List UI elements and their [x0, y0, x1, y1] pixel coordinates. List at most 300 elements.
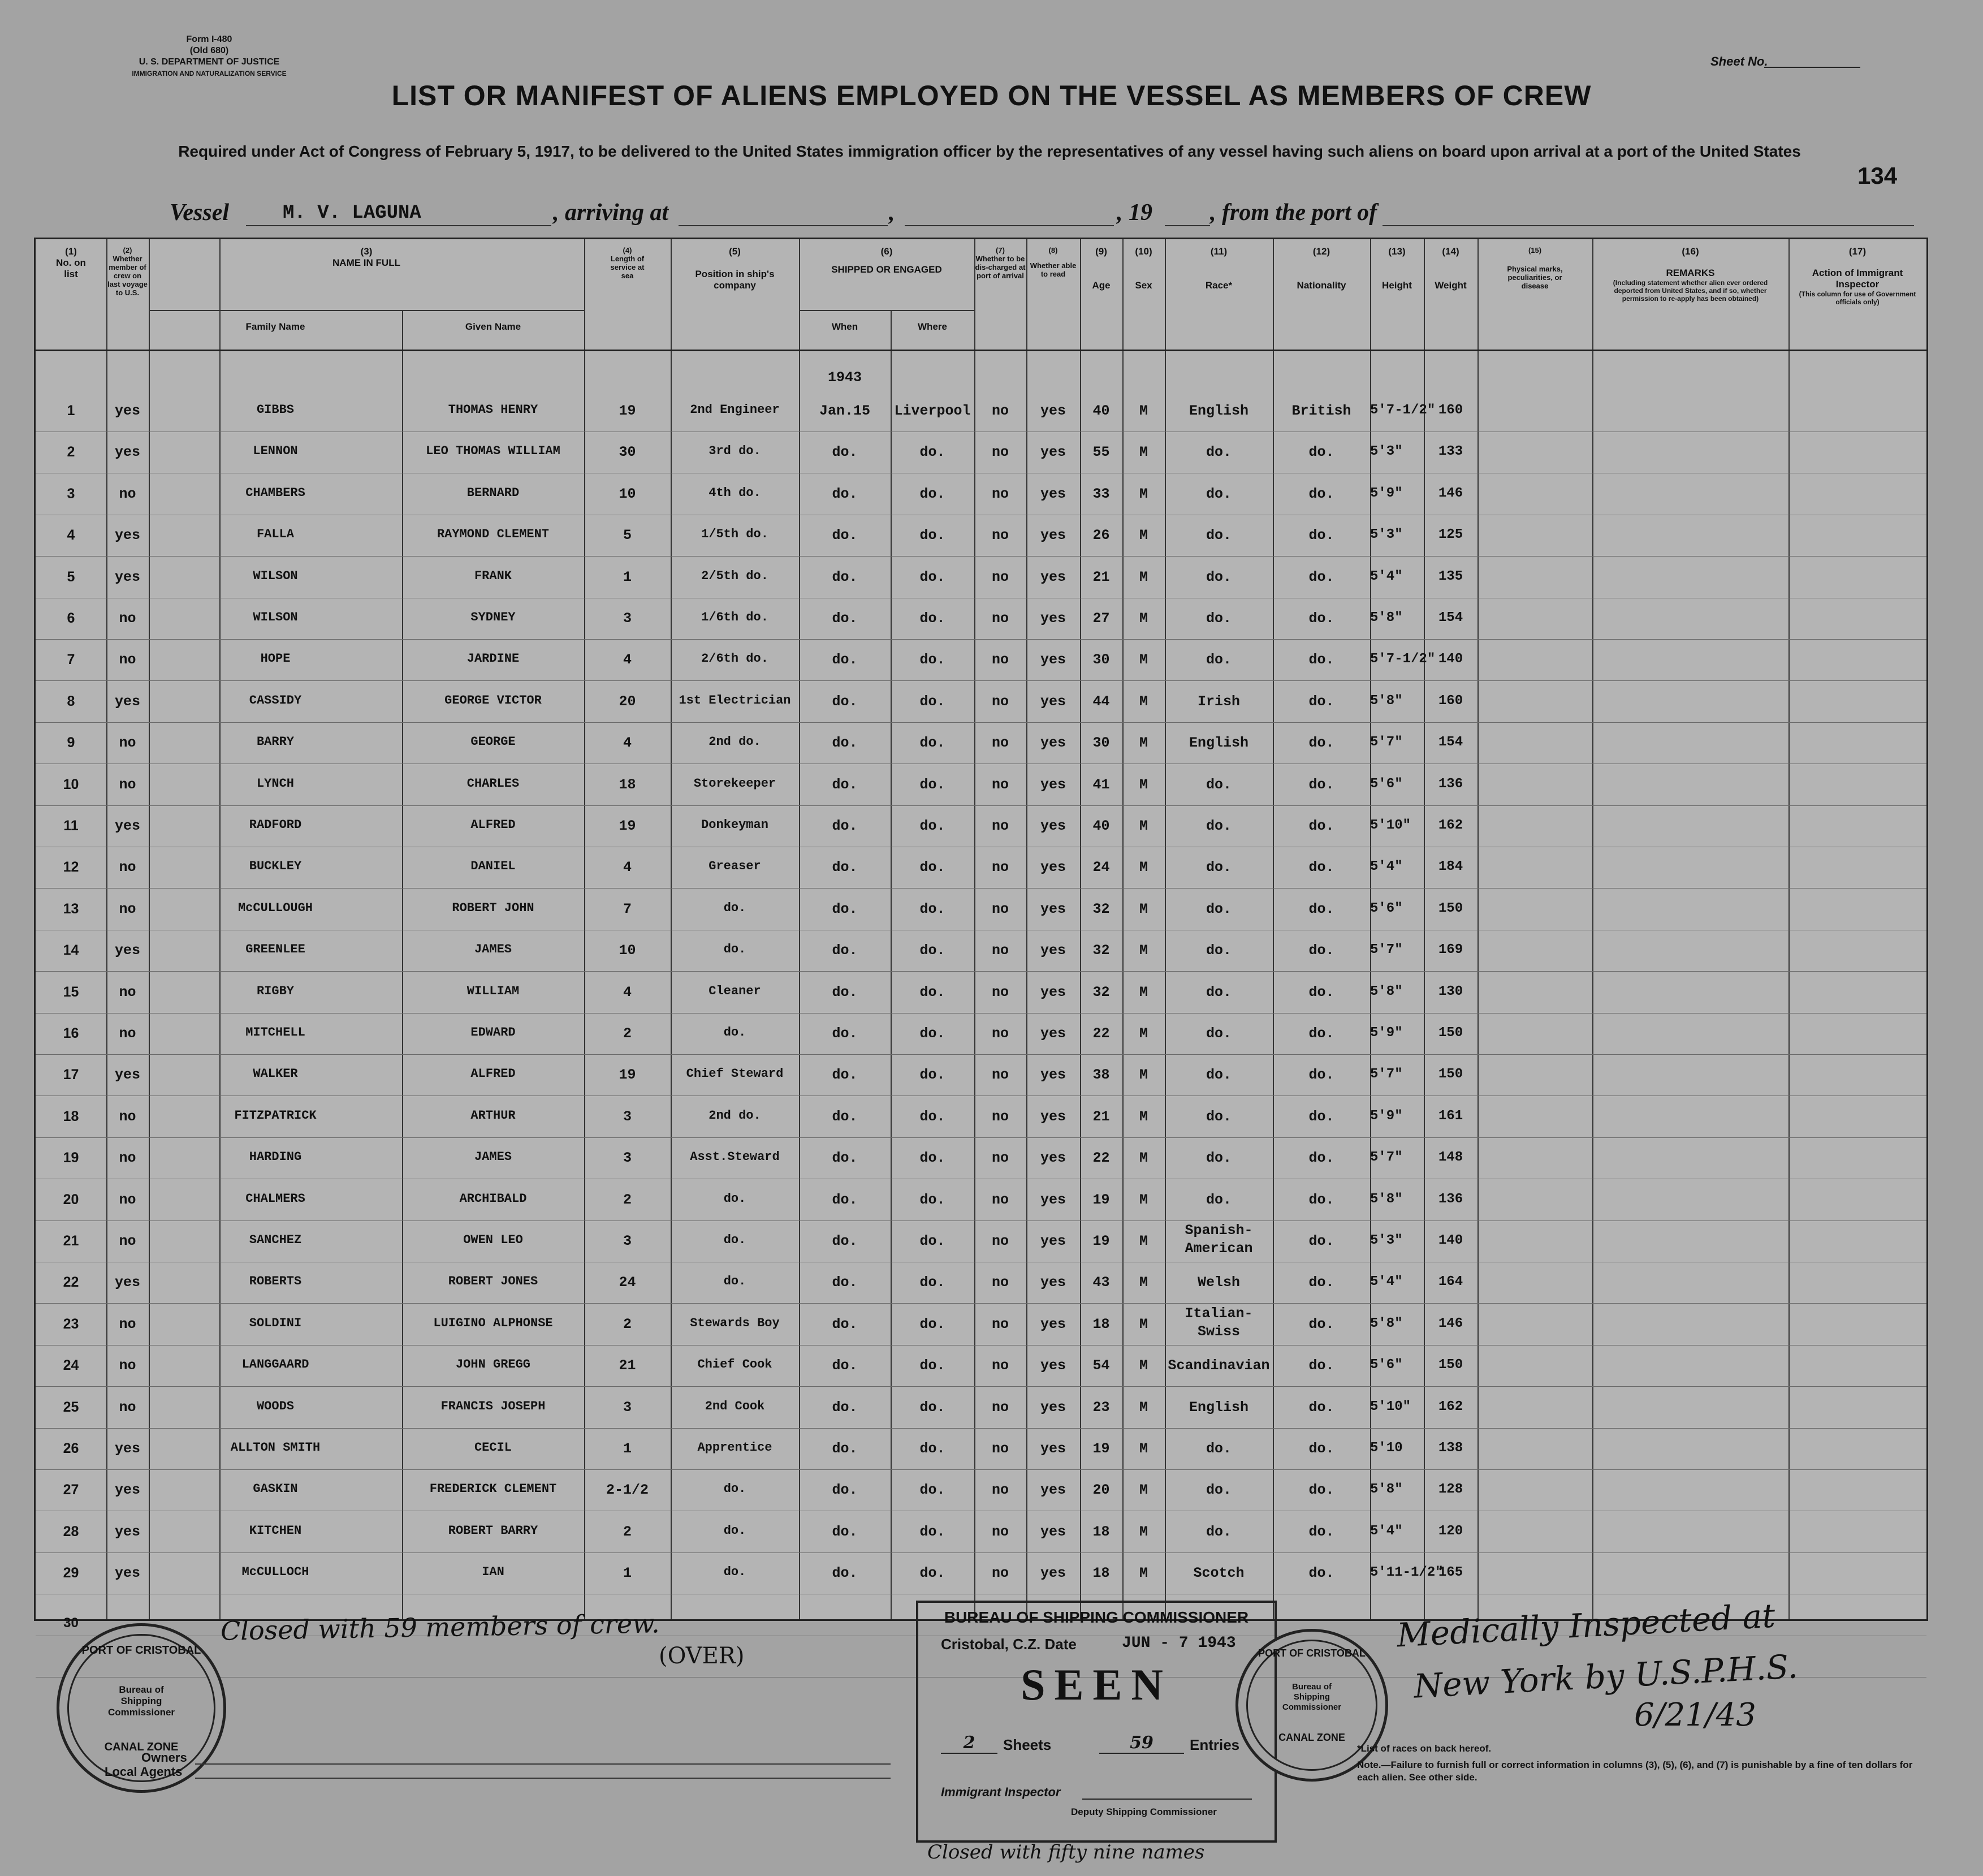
cell-nationality: do. — [1308, 652, 1334, 669]
cell-discharged: no — [991, 818, 1009, 834]
cell-position: Chief Steward — [686, 1067, 784, 1081]
cell-discharged: no — [991, 1399, 1009, 1416]
cell-position: Donkeyman — [701, 818, 768, 832]
cell-given: OWEN LEO — [463, 1233, 523, 1247]
cell-last: yes — [114, 1274, 140, 1291]
cell-given: WILLIAM — [466, 984, 520, 998]
cell-service: 7 — [623, 900, 632, 917]
cell-family: WOODS — [256, 1399, 294, 1413]
cell-read: yes — [1040, 527, 1066, 544]
cell-sex: M — [1139, 652, 1148, 669]
cell-where: do. — [919, 1150, 945, 1167]
cell-position: do. — [723, 1025, 746, 1040]
cell-weight: 120 — [1438, 1523, 1463, 1539]
header-col-14: (14) Weight — [1435, 246, 1467, 291]
cell-sex: M — [1139, 776, 1148, 793]
cell-last: no — [119, 610, 136, 627]
cell-where: do. — [919, 984, 945, 1000]
cell-when: Jan.15 — [819, 403, 870, 419]
cell-sex: M — [1139, 568, 1148, 585]
cell-height: 5'8" — [1370, 1191, 1403, 1207]
cell-weight: 162 — [1438, 818, 1463, 833]
cell-no: 20 — [63, 1191, 79, 1207]
cell-sex: M — [1139, 818, 1148, 834]
department-name: U. S. DEPARTMENT OF JUSTICE — [139, 57, 280, 67]
cell-sex: M — [1139, 1191, 1148, 1208]
cell-read: yes — [1040, 1150, 1066, 1167]
cell-discharged: no — [991, 776, 1009, 793]
cell-service: 3 — [623, 1108, 632, 1125]
cell-position: 1/5th do. — [701, 527, 768, 542]
cell-race: do. — [1206, 1482, 1232, 1499]
cell-height: 5'7" — [1370, 1150, 1403, 1166]
cell-weight: 150 — [1438, 1357, 1463, 1373]
cell-family: GASKIN — [253, 1482, 298, 1497]
cell-given: GEORGE VICTOR — [444, 693, 542, 708]
cell-read: yes — [1040, 568, 1066, 585]
cell-family: RADFORD — [249, 818, 302, 832]
from-port-field — [1383, 225, 1914, 226]
cell-height: 5'9" — [1370, 485, 1403, 501]
cell-service: 3 — [623, 610, 632, 627]
cell-discharged: no — [991, 1441, 1009, 1457]
cell-where: do. — [919, 1067, 945, 1084]
cell-read: yes — [1040, 1025, 1066, 1042]
cell-family: GIBBS — [256, 403, 294, 417]
cell-weight: 165 — [1438, 1565, 1463, 1581]
cell-family: LANGGAARD — [241, 1357, 309, 1372]
cell-no: 27 — [63, 1482, 79, 1498]
cell-given: RAYMOND CLEMENT — [437, 527, 550, 542]
cell-given: JARDINE — [466, 652, 520, 666]
header-col-17: (17) Action of Immigrant Inspector (This column for use of Government officials only) — [1799, 246, 1916, 306]
cell-when: do. — [832, 1108, 858, 1125]
cell-nationality: do. — [1308, 1150, 1334, 1167]
cell-no: 3 — [67, 485, 75, 502]
cell-weight: 138 — [1438, 1441, 1463, 1456]
cell-read: yes — [1040, 900, 1066, 917]
cell-race: do. — [1206, 485, 1232, 502]
cell-height: 5'10" — [1370, 818, 1411, 833]
cell-race: Scotch — [1193, 1565, 1245, 1582]
ruled-line — [36, 1552, 1926, 1553]
handwritten-medical-line-2: New York by U.S.P.H.S. — [1412, 1647, 1799, 1706]
cell-height: 5'8" — [1370, 1482, 1403, 1498]
cell-weight: 135 — [1438, 568, 1463, 584]
cell-family: CHALMERS — [245, 1191, 305, 1206]
cell-sex: M — [1139, 1441, 1148, 1457]
cell-nationality: do. — [1308, 1565, 1334, 1582]
cell-sex: M — [1139, 610, 1148, 627]
cell-position: do. — [723, 1233, 746, 1247]
cell-last: no — [119, 1316, 136, 1332]
cell-where: do. — [919, 652, 945, 669]
cell-where: do. — [919, 610, 945, 627]
cell-when: do. — [832, 1399, 858, 1416]
cell-when: do. — [832, 485, 858, 502]
col-divider — [891, 310, 892, 1619]
cell-given: SYDNEY — [470, 610, 516, 624]
cell-last: yes — [114, 1523, 140, 1540]
cell-read: yes — [1040, 1067, 1066, 1084]
cell-family: GREENLEE — [245, 942, 305, 957]
cell-where: do. — [919, 527, 945, 544]
agents-field — [195, 1778, 891, 1779]
cell-height: 5'4" — [1370, 1523, 1403, 1539]
cell-no: 24 — [63, 1357, 79, 1374]
cell-race: do. — [1206, 652, 1232, 669]
cell-given: ALFRED — [470, 1067, 516, 1081]
cell-family: LYNCH — [256, 776, 294, 791]
cell-read: yes — [1040, 444, 1066, 461]
cell-no: 25 — [63, 1399, 79, 1415]
header-col-1: (1) No. on list — [56, 246, 86, 279]
cell-family: ROBERTS — [249, 1274, 302, 1289]
cell-age: 41 — [1092, 776, 1110, 793]
cell-nationality: do. — [1308, 1274, 1334, 1291]
cell-last: yes — [114, 403, 140, 419]
cell-family: HARDING — [249, 1150, 302, 1165]
year-note: 1943 — [827, 369, 862, 386]
cell-discharged: no — [991, 1191, 1009, 1208]
cell-last: no — [119, 1025, 136, 1042]
cell-where: do. — [919, 1565, 945, 1582]
cell-when: do. — [832, 444, 858, 461]
cell-position: do. — [723, 1482, 746, 1497]
cell-no: 2 — [67, 444, 75, 460]
from-port-label: , from the port of — [1210, 200, 1377, 226]
cell-age: 38 — [1092, 1067, 1110, 1084]
cell-when: do. — [832, 610, 858, 627]
cell-height: 5'9" — [1370, 1108, 1403, 1124]
cell-read: yes — [1040, 610, 1066, 627]
cell-sex: M — [1139, 444, 1148, 461]
cell-when: do. — [832, 568, 858, 585]
shipping-commissioner-stamp: BUREAU OF SHIPPING COMMISSIONER Cristobal, C.Z. Date JUN - 7 1943 SEEN 2 Sheets 59 Entries Immigrant Inspector Deputy Shipping Commissioner — [916, 1601, 1277, 1843]
cell-nationality: do. — [1308, 1067, 1334, 1084]
cell-sex: M — [1139, 984, 1148, 1000]
cell-race: do. — [1206, 1523, 1232, 1540]
cell-age: 43 — [1092, 1274, 1110, 1291]
cell-when: do. — [832, 1150, 858, 1167]
cell-no: 13 — [63, 900, 79, 917]
header-given-name: Given Name — [465, 321, 521, 332]
cell-where: do. — [919, 1191, 945, 1208]
cell-height: 5'3" — [1370, 1233, 1403, 1248]
cell-no: 7 — [67, 652, 75, 668]
cell-when: do. — [832, 818, 858, 834]
cell-family: HOPE — [260, 652, 291, 666]
cell-nationality: do. — [1308, 1523, 1334, 1540]
header-col-3: (3) NAME IN FULL — [332, 246, 400, 268]
cell-height: 5'6" — [1370, 900, 1403, 916]
cell-service: 21 — [619, 1357, 636, 1374]
cell-where: do. — [919, 1025, 945, 1042]
cell-age: 19 — [1092, 1441, 1110, 1457]
arriving-date-field — [905, 225, 1114, 226]
cell-age: 44 — [1092, 693, 1110, 710]
cell-age: 24 — [1092, 859, 1110, 876]
cell-read: yes — [1040, 859, 1066, 876]
cell-no: 28 — [63, 1523, 79, 1539]
cell-last: yes — [114, 444, 140, 461]
cell-race: do. — [1206, 1441, 1232, 1457]
cell-when: do. — [832, 652, 858, 669]
cell-nationality: do. — [1308, 1357, 1334, 1374]
year-field — [1165, 225, 1210, 226]
cell-position: do. — [723, 942, 746, 957]
cell-nationality: do. — [1308, 859, 1334, 876]
header-col-15: (15) Physical marks, peculiarities, or disease — [1507, 246, 1563, 290]
cell-no: 19 — [63, 1150, 79, 1166]
cell-nationality: do. — [1308, 1108, 1334, 1125]
cell-discharged: no — [991, 942, 1009, 959]
cell-service: 4 — [623, 735, 632, 752]
cell-family: MITCHELL — [245, 1025, 305, 1040]
cell-last: no — [119, 776, 136, 793]
cell-discharged: no — [991, 1482, 1009, 1499]
cell-sex: M — [1139, 1482, 1148, 1499]
cell-given: BERNARD — [466, 485, 520, 500]
cell-height: 5'7-1/2" — [1370, 403, 1436, 418]
cell-read: yes — [1040, 776, 1066, 793]
cell-given: ROBERT JOHN — [452, 900, 534, 915]
cell-given: ALFRED — [470, 818, 516, 832]
cell-discharged: no — [991, 568, 1009, 585]
cell-sex: M — [1139, 1108, 1148, 1125]
cell-height: 5'9" — [1370, 1025, 1403, 1041]
cell-height: 5'7" — [1370, 942, 1403, 958]
cell-position: 1st Electrician — [679, 693, 791, 708]
cell-discharged: no — [991, 984, 1009, 1000]
header-col-6: (6) SHIPPED OR ENGAGED — [831, 246, 942, 275]
cell-read: yes — [1040, 984, 1066, 1000]
handwritten-over: (OVER) — [659, 1643, 745, 1669]
cell-where: do. — [919, 485, 945, 502]
cell-where: do. — [919, 900, 945, 917]
cell-age: 30 — [1092, 652, 1110, 669]
page-subtitle: Required under Act of Congress of February 5, 1917, to be delivered to the United States immigration officer by the representatives of any vessel having such aliens on board upon arrival at a port of the United States — [178, 143, 1801, 160]
cell-family: BARRY — [256, 735, 294, 749]
cell-position: Cleaner — [708, 984, 761, 998]
vessel-label: Vessel — [170, 200, 229, 226]
cell-height: 5'11-1/2" — [1370, 1565, 1444, 1581]
cell-service: 24 — [619, 1274, 636, 1291]
cell-nationality: do. — [1308, 1316, 1334, 1332]
cell-nationality: do. — [1308, 776, 1334, 793]
cell-nationality: do. — [1308, 485, 1334, 502]
cell-family: FITZPATRICK — [234, 1108, 317, 1123]
cell-no: 6 — [67, 610, 75, 626]
cell-sex: M — [1139, 1233, 1148, 1249]
cell-weight: 150 — [1438, 900, 1463, 916]
cell-height: 5'4" — [1370, 1274, 1403, 1290]
cell-last: no — [119, 1233, 136, 1249]
cell-when: do. — [832, 984, 858, 1000]
arriving-label: , arriving at — [553, 200, 669, 226]
cell-weight: 162 — [1438, 1399, 1463, 1414]
cell-weight: 136 — [1438, 776, 1463, 792]
cell-service: 3 — [623, 1399, 632, 1416]
cell-position: Storekeeper — [693, 776, 776, 791]
header-col-7: (7) Whether to be dis-charged at port of arrival — [975, 246, 1026, 280]
cell-discharged: no — [991, 1150, 1009, 1167]
cell-family: SOLDINI — [249, 1316, 302, 1330]
cell-given: GEORGE — [470, 735, 516, 749]
cell-read: yes — [1040, 1274, 1066, 1291]
cell-position: 2nd do. — [708, 1108, 761, 1123]
cell-last: no — [119, 1399, 136, 1416]
cell-nationality: do. — [1308, 693, 1334, 710]
cell-age: 27 — [1092, 610, 1110, 627]
cell-last: yes — [114, 693, 140, 710]
cell-age: 21 — [1092, 1108, 1110, 1125]
cell-height: 5'7" — [1370, 735, 1403, 751]
header-col-13: (13) Height — [1382, 246, 1412, 291]
cell-weight: 140 — [1438, 652, 1463, 667]
cell-where: do. — [919, 1523, 945, 1540]
cell-position: 2nd do. — [708, 735, 761, 749]
cell-where: do. — [919, 1441, 945, 1457]
cell-age: 54 — [1092, 1357, 1110, 1374]
cell-service: 2 — [623, 1191, 632, 1208]
cell-when: do. — [832, 1191, 858, 1208]
cell-sex: M — [1139, 735, 1148, 752]
cell-race: do. — [1206, 818, 1232, 834]
cell-read: yes — [1040, 1523, 1066, 1540]
cell-given: JOHN GREGG — [455, 1357, 531, 1372]
cell-age: 20 — [1092, 1482, 1110, 1499]
page-number: 134 — [1857, 162, 1898, 189]
cell-weight: 150 — [1438, 1025, 1463, 1041]
form-identification — [79, 34, 339, 79]
cell-service: 10 — [619, 485, 636, 502]
cell-no: 9 — [67, 735, 75, 751]
cell-nationality: do. — [1308, 1441, 1334, 1457]
cell-family: McCULLOCH — [241, 1565, 309, 1580]
header-col-8: (8) Whether able to read — [1030, 246, 1077, 278]
cell-discharged: no — [991, 1067, 1009, 1084]
ruled-line — [36, 1428, 1926, 1429]
cell-height: 5'3" — [1370, 444, 1403, 460]
cell-nationality: do. — [1308, 1482, 1334, 1499]
cell-family: FALLA — [256, 527, 294, 542]
ruled-line — [36, 1386, 1926, 1387]
cell-service: 2 — [623, 1025, 632, 1042]
cell-height: 5'8" — [1370, 610, 1403, 626]
cell-given: THOMAS HENRY — [448, 403, 538, 417]
cell-where: do. — [919, 1399, 945, 1416]
cell-nationality: do. — [1308, 900, 1334, 917]
cell-discharged: no — [991, 1233, 1009, 1249]
cell-age: 32 — [1092, 900, 1110, 917]
arriving-comma: , — [889, 200, 895, 226]
cell-race: do. — [1206, 984, 1232, 1000]
cell-family: CHAMBERS — [245, 485, 305, 500]
header-col-11: (11) Race* — [1205, 246, 1233, 291]
col-divider — [402, 310, 403, 1619]
cell-weight: 146 — [1438, 1316, 1463, 1331]
cell-race: do. — [1206, 776, 1232, 793]
cell-age: 18 — [1092, 1523, 1110, 1540]
header-subrule — [149, 310, 584, 311]
cell-given: ARTHUR — [470, 1108, 516, 1123]
cell-position: do. — [723, 1523, 746, 1538]
cell-given: DANIEL — [470, 859, 516, 874]
cell-family: SANCHEZ — [249, 1233, 302, 1247]
cell-weight: 130 — [1438, 984, 1463, 999]
cell-weight: 125 — [1438, 527, 1463, 543]
cell-last: no — [119, 485, 136, 502]
cell-read: yes — [1040, 485, 1066, 502]
cell-service: 19 — [619, 403, 636, 419]
cell-read: yes — [1040, 942, 1066, 959]
cell-when: do. — [832, 1357, 858, 1374]
cell-age: 22 — [1092, 1150, 1110, 1167]
cell-position: do. — [723, 1565, 746, 1580]
cell-given: LUIGINO ALPHONSE — [433, 1316, 553, 1330]
cell-race: do. — [1206, 1191, 1232, 1208]
cell-race: Scandinavian — [1168, 1357, 1270, 1374]
ruled-line — [36, 1013, 1926, 1014]
cell-weight: 133 — [1438, 444, 1463, 460]
cell-family: ALLTON SMITH — [230, 1441, 321, 1455]
owners-field — [195, 1763, 891, 1765]
cell-race: Irish — [1197, 693, 1240, 710]
header-where: Where — [918, 321, 947, 332]
cell-last: no — [119, 735, 136, 752]
cell-race: do. — [1206, 568, 1232, 585]
cell-weight: 154 — [1438, 735, 1463, 751]
cell-when: do. — [832, 1316, 858, 1332]
cell-nationality: British — [1291, 403, 1351, 419]
cell-height: 5'10 — [1370, 1441, 1403, 1456]
cell-height: 5'8" — [1370, 984, 1403, 999]
ruled-line — [36, 971, 1926, 972]
cell-sex: M — [1139, 1523, 1148, 1540]
cell-service: 5 — [623, 527, 632, 544]
cell-age: 23 — [1092, 1399, 1110, 1416]
cell-sex: M — [1139, 1150, 1148, 1167]
cell-where: do. — [919, 818, 945, 834]
cell-age: 19 — [1092, 1233, 1110, 1249]
cell-given: JAMES — [474, 942, 512, 957]
cell-given: CECIL — [474, 1441, 512, 1455]
cell-last: no — [119, 1150, 136, 1167]
cell-read: yes — [1040, 403, 1066, 419]
cell-weight: 146 — [1438, 485, 1463, 501]
header-col-9: (9) Age — [1092, 246, 1111, 291]
ruled-line — [36, 1054, 1926, 1055]
cell-last: no — [119, 859, 136, 876]
cell-position: Apprentice — [697, 1441, 772, 1455]
cell-age: 55 — [1092, 444, 1110, 461]
cell-no: 22 — [63, 1274, 79, 1291]
cell-height: 5'7" — [1370, 1067, 1403, 1083]
port-seal-left: PORT OF CRISTOBAL Bureau of Shipping Commissioner CANAL ZONE — [57, 1623, 226, 1793]
cell-position: 2nd Cook — [705, 1399, 765, 1413]
cell-position: Chief Cook — [697, 1357, 772, 1372]
header-col-4: (4) Length of service at sea — [610, 246, 645, 280]
cell-weight: 150 — [1438, 1067, 1463, 1083]
cell-no: 18 — [63, 1108, 79, 1124]
form-old-number: (Old 680) — [189, 46, 229, 55]
header-subrule — [799, 310, 974, 311]
cell-last: yes — [114, 1441, 140, 1457]
cell-family: CASSIDY — [249, 693, 302, 708]
cell-family: McCULLOUGH — [237, 900, 313, 915]
cell-discharged: no — [991, 403, 1009, 419]
